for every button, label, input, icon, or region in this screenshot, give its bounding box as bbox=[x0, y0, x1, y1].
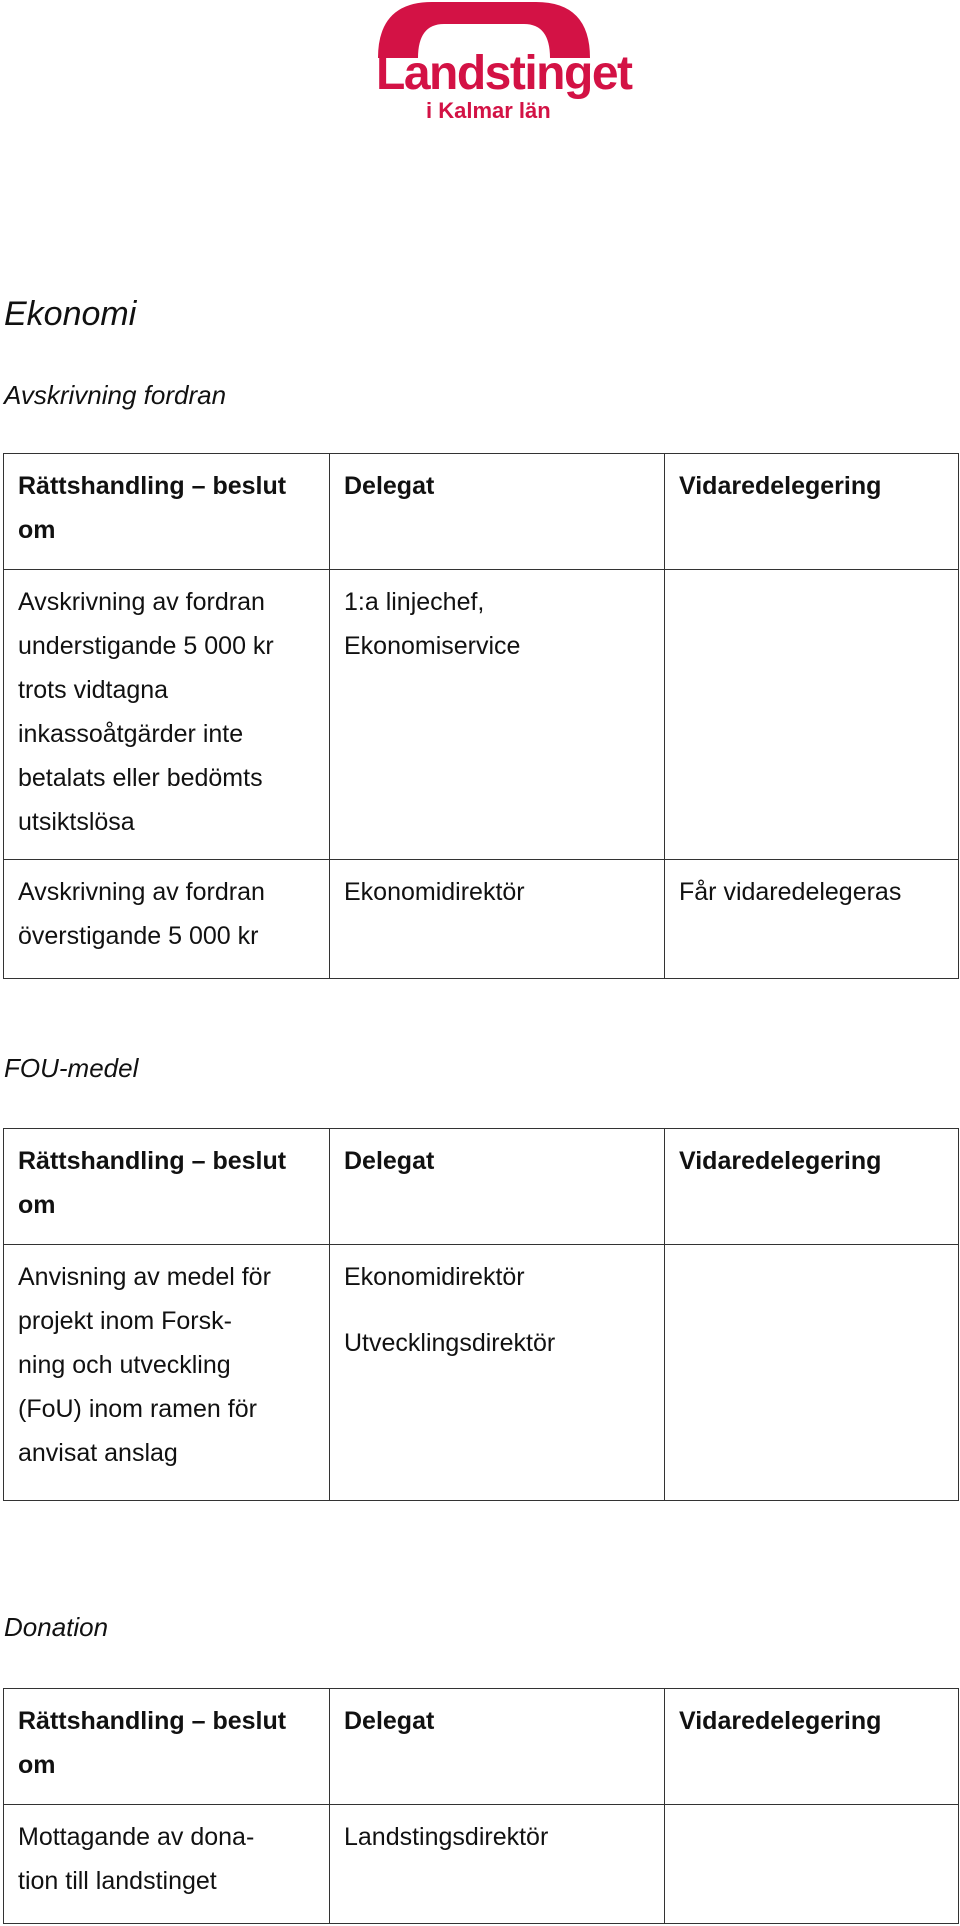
delegation-table bbox=[3, 1688, 959, 1924]
delegation-table bbox=[3, 453, 959, 979]
landstinget-logo bbox=[374, 0, 632, 126]
section-title: Avskrivning fordran bbox=[4, 380, 227, 410]
table-row bbox=[4, 570, 959, 860]
action-cell: Anvisning av medel för projekt inom Forsk- ning och utveckling (FoU) inom ramen för anvisat anslag bbox=[4, 1245, 330, 1501]
further-delegation-cell bbox=[665, 570, 959, 860]
header-delegate: Delegat bbox=[330, 1689, 665, 1805]
header-further-delegation: Vidaredelegering bbox=[665, 1129, 959, 1245]
logo-main-text: Landstinget bbox=[376, 47, 632, 100]
header-further-delegation: Vidaredelegering bbox=[665, 454, 959, 570]
logo-sub-text: i Kalmar län bbox=[426, 98, 551, 123]
table-row bbox=[4, 860, 959, 979]
table-header-row bbox=[4, 1129, 959, 1245]
header-delegate: Delegat bbox=[330, 1129, 665, 1245]
section-title: Donation bbox=[4, 1612, 109, 1642]
table-row bbox=[4, 1245, 959, 1501]
action-cell: Avskrivning av fordran överstigande 5 000 kr bbox=[4, 860, 330, 979]
action-cell: Mottagande av dona- tion till landstinget bbox=[4, 1805, 330, 1924]
header-action: Rättshandling – beslut om bbox=[4, 1689, 330, 1805]
further-delegation-cell bbox=[665, 1245, 959, 1501]
header-further-delegation: Vidaredelegering bbox=[665, 1689, 959, 1805]
page-heading: Ekonomi bbox=[4, 295, 137, 333]
delegate-cell: Ekonomidirektör Utvecklingsdirektör bbox=[330, 1245, 665, 1501]
further-delegation-cell bbox=[665, 1805, 959, 1924]
header-action: Rättshandling – beslut om bbox=[4, 454, 330, 570]
table-row bbox=[4, 1805, 959, 1924]
delegate-cell: Landstingsdirektör bbox=[330, 1805, 665, 1924]
delegation-table bbox=[3, 1128, 959, 1501]
table-header-row bbox=[4, 1689, 959, 1805]
section-title: FOU-medel bbox=[4, 1053, 139, 1083]
header-action: Rättshandling – beslut om bbox=[4, 1129, 330, 1245]
table-header-row bbox=[4, 454, 959, 570]
further-delegation-cell: Får vidaredelegeras bbox=[665, 860, 959, 979]
action-cell: Avskrivning av fordran understigande 5 000 kr trots vidtagna inkassoåtgärder inte betalats eller bedömts utsiktslösa bbox=[4, 570, 330, 860]
delegate-cell: 1:a linjechef, Ekonomiservice bbox=[330, 570, 665, 860]
header-delegate: Delegat bbox=[330, 454, 665, 570]
delegate-cell: Ekonomidirektör bbox=[330, 860, 665, 979]
